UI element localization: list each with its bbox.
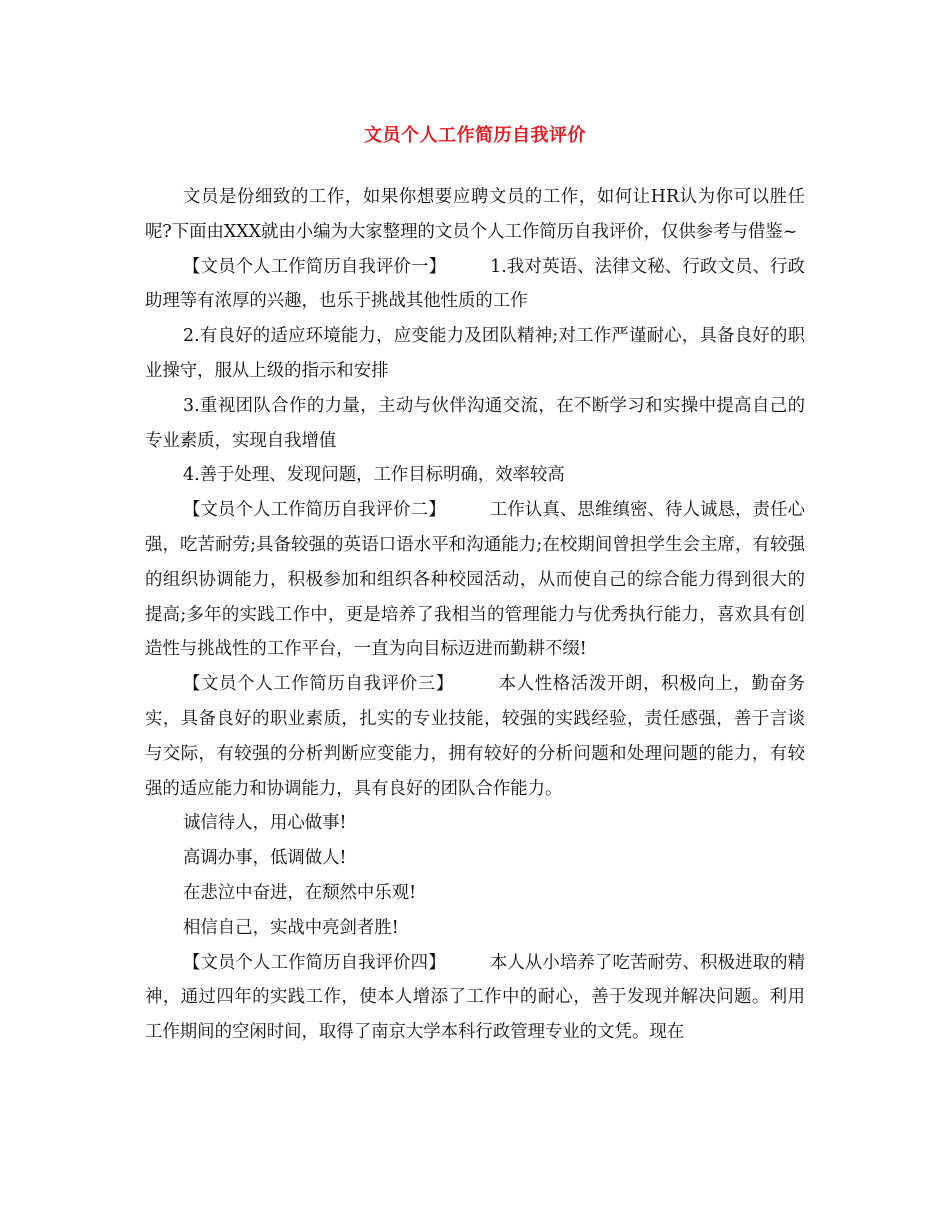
section-1-text: 1.我对英语、法律文秘、行政文员、行政助理等有浓厚的兴趣，也乐于挑战其他性质的工作	[145, 256, 805, 312]
item-3-paragraph: 3.重视团队合作的力量，主动与伙伴沟通交流，在不断学习和实操中提高自己的专业素质，实现自我增值	[145, 395, 805, 451]
motto-4: 相信自己，实战中亮剑者胜!	[183, 917, 399, 938]
section-2-paragraph	[145, 493, 805, 667]
item-4-paragraph: 4.善于处理、发现问题，工作目标明确，效率较高	[183, 465, 565, 486]
section-3-heading: 【文员个人工作简历自我评价三】	[183, 674, 454, 695]
section-4-heading: 【文员个人工作简历自我评价四】	[183, 952, 446, 973]
motto-3: 在悲泣中奋进，在颓然中乐观!	[183, 882, 417, 903]
item-2-paragraph: 2.有良好的适应环境能力，应变能力及团队精神;对工作严谨耐心，具备良好的职业操守，服从上级的指示和安排	[145, 326, 805, 381]
section-4-text: 本人从小培养了吃苦耐劳、积极进取的精神，通过四年的实践工作，使本人增添了工作中的耐心，善于发现并解决问题。利用工作期间的空闲时间，取得了南京大学本科行政管理专业的文凭。现在	[145, 952, 805, 1043]
intro-paragraph: 文员是份细致的工作，如果你想要应聘文员的工作，如何让HR认为你可以胜任呢?下面由XXX就由小编为大家整理的文员个人工作简历自我评价，仅供参考与借鉴~	[145, 187, 805, 242]
section-4-paragraph	[145, 946, 805, 1050]
section-2-heading: 【文员个人工作简历自我评价二】	[183, 500, 446, 521]
section-2-text: 工作认真、思维缜密、待人诚恳，责任心强，吃苦耐劳;具备较强的英语口语水平和沟通能力;在校期间曾担学生会主席，有较强的组织协调能力，积极参加和组织各种校园活动，从而使自己的综合能力得到很大的提高;多年的实践工作中，更是培养了我相当的管理能力与优秀执行能力，喜欢具有创造性与挑战性的工作平台，一直为向目标迈进而勤耕不缀!	[145, 500, 805, 660]
motto-1: 诚信待人，用心做事!	[183, 813, 347, 834]
section-3-text: 本人性格活泼开朗，积极向上，勤奋务实，具备良好的职业素质，扎实的专业技能，较强的实践经验，责任感强，善于言谈与交际，有较强的分析判断应变能力，拥有较好的分析问题和处理问题的能力，有较强的适应能力和协调能力，具有良好的团队合作能力。	[145, 674, 805, 799]
section-3-paragraph	[145, 667, 805, 806]
document-body	[145, 180, 805, 1050]
document-title: 文员个人工作简历自我评价	[364, 125, 586, 146]
motto-2: 高调办事，低调做人!	[183, 848, 347, 869]
section-1-heading: 【文员个人工作简历自我评价一】	[183, 256, 447, 277]
section-1-paragraph	[145, 250, 805, 320]
